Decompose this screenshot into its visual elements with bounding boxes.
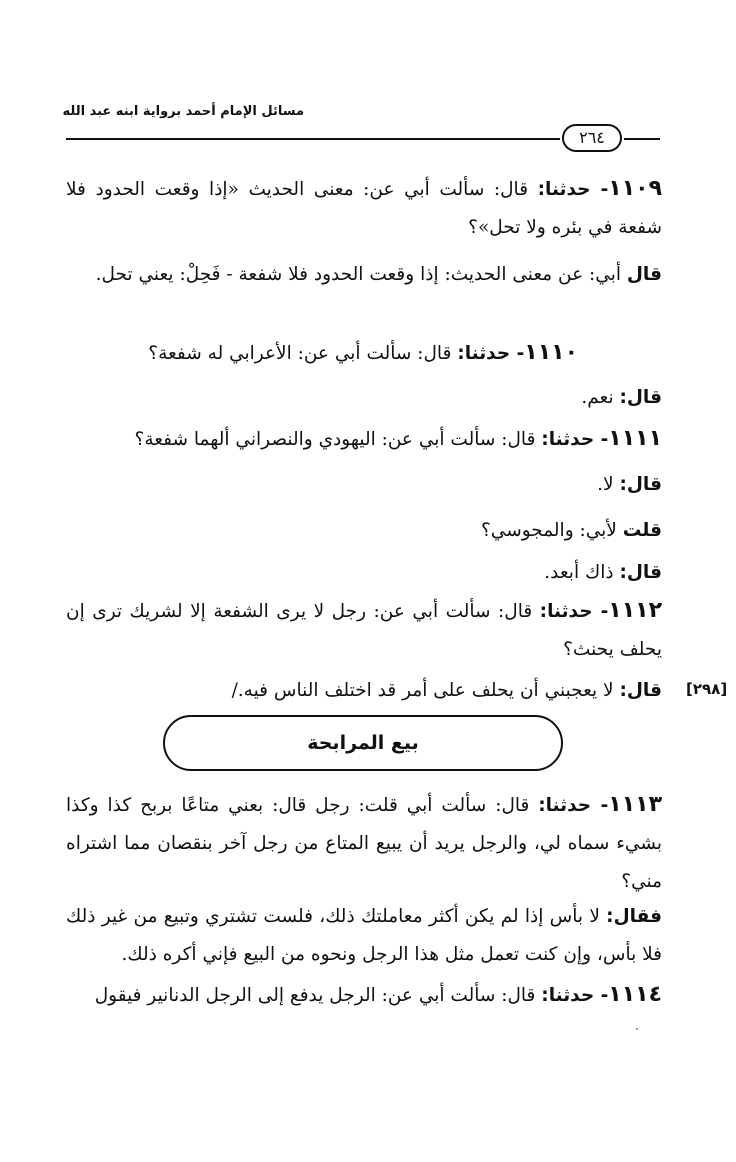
question-lead: قلت <box>622 520 662 541</box>
answer-lead: قال: <box>619 680 662 701</box>
hadith-number: ١١١٠ <box>524 340 578 365</box>
answer-1109 <box>66 256 662 294</box>
paragraph-text: لا يعجبني أن يحلف على أمر قد اختلف الناس فيه./ <box>231 680 620 701</box>
hadith-lead: - حدثنا: <box>541 429 609 450</box>
hadith-number: ١١١١ <box>608 426 662 451</box>
paragraph-text: قال: سألت أبي عن: اليهودي والنصراني ألهما شفعة؟ <box>134 429 542 450</box>
answer-majusi <box>66 554 662 592</box>
paragraph-1113 <box>66 786 662 901</box>
paragraph-text: قال: سألت أبي عن: الأعرابي له شفعة؟ <box>148 343 458 364</box>
question-majusi <box>66 512 662 550</box>
hadith-lead: - حدثنا: <box>538 795 609 816</box>
hadith-number: ١١١٢ <box>608 598 662 623</box>
paragraph-text: ذاك أبعد. <box>544 562 620 583</box>
header-rule-right <box>624 138 660 140</box>
paragraph-text: لا بأس إذا لم يكن أكثر معاملتك ذلك، فلست تشتري وتبيع من غير ذلك فلا بأس، وإن كنت تعمل مثل هذا الرجل ونحوه من البيع فإني أكره ذلك. <box>66 906 662 965</box>
margin-page-reference: [٢٩٨] <box>686 680 728 698</box>
hadith-lead: - حدثنا: <box>541 985 609 1006</box>
hadith-number: ١١١٣ <box>608 792 663 817</box>
hadith-lead: - حدثنا: <box>537 179 609 200</box>
paragraph-text: قال: سألت أبي عن: معنى الحديث «إذا وقعت الحدود فلا شفعة في بئره ولا تحل»؟ <box>66 179 662 238</box>
hadith-number: ١١١٤ <box>608 982 662 1007</box>
paragraph-text: لا. <box>597 474 620 495</box>
hadith-number: ١١٠٩ <box>608 176 662 201</box>
page-number: ٢٦٤ <box>562 124 622 152</box>
paragraph-1111 <box>66 420 664 459</box>
section-heading: بيع المرابحة <box>163 715 563 771</box>
answer-lead: قال: <box>619 387 662 408</box>
answer-lead: قال <box>626 264 662 285</box>
paragraph-text: لأبي: والمجوسي؟ <box>480 520 623 541</box>
answer-1111 <box>66 466 662 504</box>
running-title: مسائل الإمام أحمد برواية ابنه عبد الله <box>62 104 304 119</box>
paragraph-text: نعم. <box>581 387 620 408</box>
paragraph-1114 <box>66 976 662 1015</box>
answer-lead: فقال: <box>606 906 662 927</box>
paragraph-text: قال: سألت أبي عن: الرجل يدفع إلى الرجل الدنانير فيقول <box>94 985 542 1006</box>
answer-lead: قال: <box>619 474 662 495</box>
paragraph-text: قال: سألت أبي عن: رجل لا يرى الشفعة إلا لشريك ترى إن يحلف يحنث؟ <box>66 601 662 660</box>
answer-1113 <box>66 898 662 974</box>
paragraph-1112 <box>66 592 662 669</box>
paragraph-1109 <box>66 170 662 247</box>
paragraph-text: أبي: عن معنى الحديث: إذا وقعت الحدود فلا شفعة - فَحِلْ: يعني تحل. <box>95 264 627 285</box>
hadith-lead: - حدثنا: <box>457 343 525 364</box>
header-rule <box>66 138 560 140</box>
speck <box>636 1028 638 1030</box>
answer-lead: قال: <box>619 562 662 583</box>
hadith-lead: - حدثنا: <box>539 601 609 622</box>
paragraph-1110 <box>66 334 662 373</box>
answer-1110 <box>66 379 662 417</box>
answer-1112 <box>66 672 662 710</box>
paragraph-text: قال: سألت أبي قلت: رجل قال: بعني متاعًا بربح كذا وكذا بشيء سماه لي، والرجل يريد أن يبيع المتاع من رجل آخر بنقصان مما اشتراه مني؟ <box>66 795 662 892</box>
